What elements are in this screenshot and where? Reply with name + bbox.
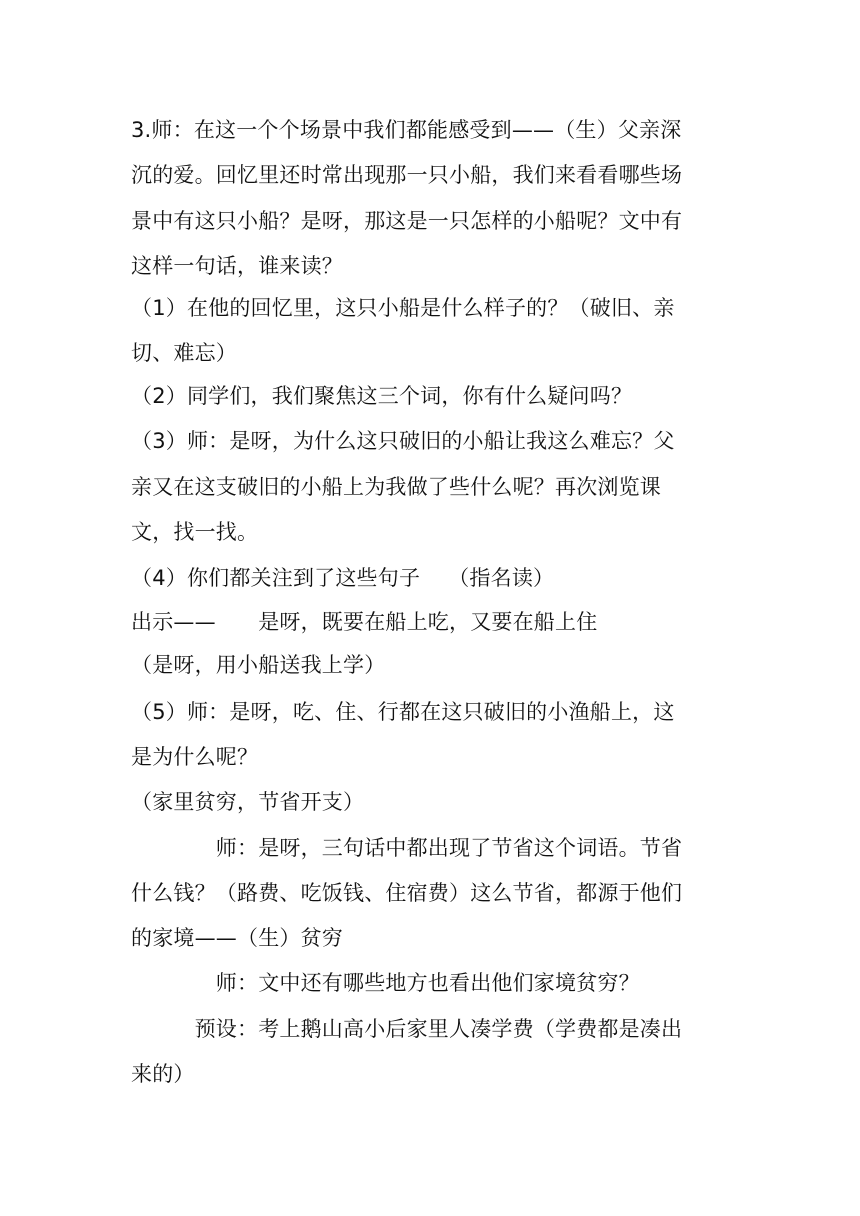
text-line: 这样一句话，谁来读？ — [131, 254, 343, 278]
text-line: （2）同学们，我们聚焦这三个词，你有什么疑问吗？ — [131, 384, 633, 408]
text-line: 的家境——（生）贫穷 — [131, 926, 343, 950]
text-line: 出示—— 是呀，既要在船上吃，又要在船上住 — [131, 610, 598, 634]
text-line: 师：是呀，三句话中都出现了节省这个词语。节省 — [131, 836, 683, 860]
text-line: 切、难忘） — [131, 341, 237, 365]
text-line: （3）师：是呀，为什么这只破旧的小船让我这么难忘？父 — [131, 429, 675, 453]
text-line: 3.师：在这一个个场景中我们都能感受到——（生）父亲深 — [131, 118, 682, 142]
text-line: 是为什么呢？ — [131, 745, 259, 769]
text-line: （1）在他的回忆里，这只小船是什么样子的？（破旧、亲 — [131, 296, 675, 320]
text-line: 亲又在这支破旧的小船上为我做了些什么呢？再次浏览课 — [131, 475, 661, 499]
text-line: 文，找一找。 — [131, 520, 259, 544]
text-line: （4）你们都关注到了这些句子 （指名读） — [131, 566, 555, 590]
text-line: 景中有这只小船？是呀，那这是一只怎样的小船呢？文中有 — [131, 209, 683, 233]
text-line: 沉的爱。回忆里还时常出现那一只小船，我们来看看哪些场 — [131, 163, 683, 187]
text-line: 什么钱？（路费、吃饭钱、住宿费）这么节省，都源于他们 — [131, 881, 683, 905]
text-line: （5）师：是呀，吃、住、行都在这只破旧的小渔船上，这 — [131, 700, 675, 724]
text-line: 师：文中还有哪些地方也看出他们家境贫穷？ — [131, 971, 640, 995]
text-line: （是呀，用小船送我上学） — [131, 653, 386, 677]
text-line: 来的） — [131, 1062, 195, 1086]
text-line: （家里贫穷，节省开支） — [131, 790, 365, 814]
text-line: 预设：考上鹅山高小后家里人凑学费（学费都是凑出 — [131, 1017, 683, 1041]
